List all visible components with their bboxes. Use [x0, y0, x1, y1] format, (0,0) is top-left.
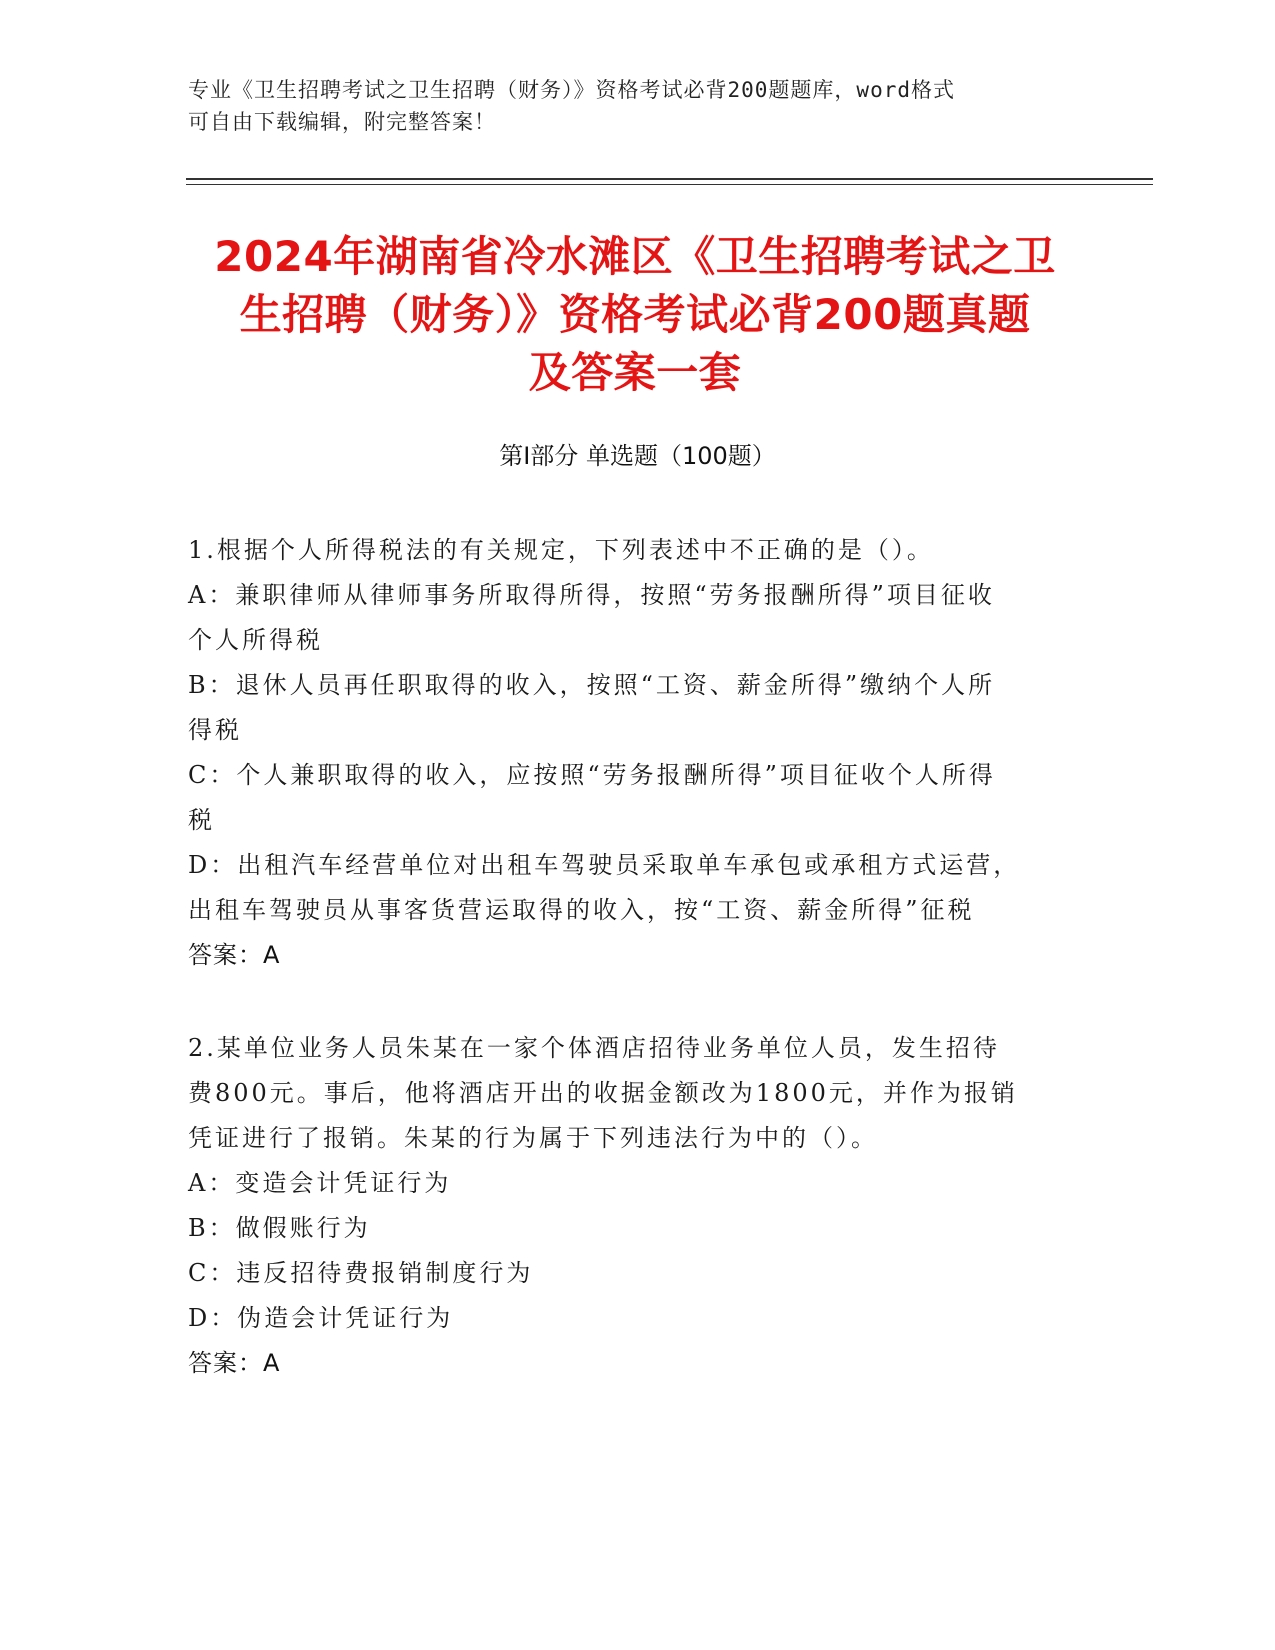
question-list [188, 528, 1088, 1434]
question-stem: 1.根据个人所得税法的有关规定，下列表述中不正确的是（）。 [188, 536, 934, 564]
question-2 [188, 1026, 1088, 1386]
answer: 答案：A [188, 1349, 281, 1377]
option-a-continued: 个人所得税 [188, 626, 323, 654]
option-c: C：违反招待费报销制度行为 [188, 1259, 534, 1287]
question-stem-continued: 费800元。事后，他将酒店开出的收据金额改为1800元，并作为报销 [188, 1079, 1018, 1107]
document-title [170, 228, 1100, 402]
header-note-line-1: 专业《卫生招聘考试之卫生招聘（财务）》资格考试必背200题题库，word格式 [188, 78, 955, 102]
question-stem-continued: 凭证进行了报销。朱某的行为属于下列违法行为中的（）。 [188, 1124, 878, 1152]
document-title-line-1: 2024年湖南省冷水滩区《卫生招聘考试之卫 [214, 232, 1056, 281]
question-1 [188, 528, 1088, 978]
option-b-continued: 得税 [188, 716, 242, 744]
option-c: C：个人兼职取得的收入，应按照“劳务报酬所得”项目征收个人所得 [188, 761, 996, 789]
option-d: D：伪造会计凭证行为 [188, 1304, 454, 1332]
document-title-line-2: 生招聘（财务）》资格考试必背200题真题 [239, 290, 1031, 339]
answer: 答案：A [188, 941, 281, 969]
header-note [188, 74, 1068, 138]
header-note-line-2: 可自由下载编辑，附完整答案！ [188, 110, 496, 134]
header-divider-thin [186, 184, 1153, 185]
option-d-continued: 出租车驾驶员从事客货营运取得的收入，按“工资、薪金所得”征税 [188, 896, 975, 924]
option-b: B：退休人员再任职取得的收入，按照“工资、薪金所得”缴纳个人所 [188, 671, 996, 699]
question-stem: 2.某单位业务人员朱某在一家个体酒店招待业务单位人员，发生招待 [188, 1034, 1000, 1062]
option-a: A：变造会计凭证行为 [188, 1169, 452, 1197]
section-heading: 第Ⅰ部分 单选题（100题） [499, 442, 776, 470]
option-d: D：出租汽车经营单位对出租车驾驶员采取单车承包或承租方式运营， [188, 851, 1021, 879]
option-b: B：做假账行为 [188, 1214, 371, 1242]
header-divider-thick [186, 178, 1153, 180]
option-a: A：兼职律师从律师事务所取得所得，按照“劳务报酬所得”项目征收 [188, 581, 995, 609]
option-c-continued: 税 [188, 806, 215, 834]
document-title-line-3: 及答案一套 [528, 348, 742, 397]
